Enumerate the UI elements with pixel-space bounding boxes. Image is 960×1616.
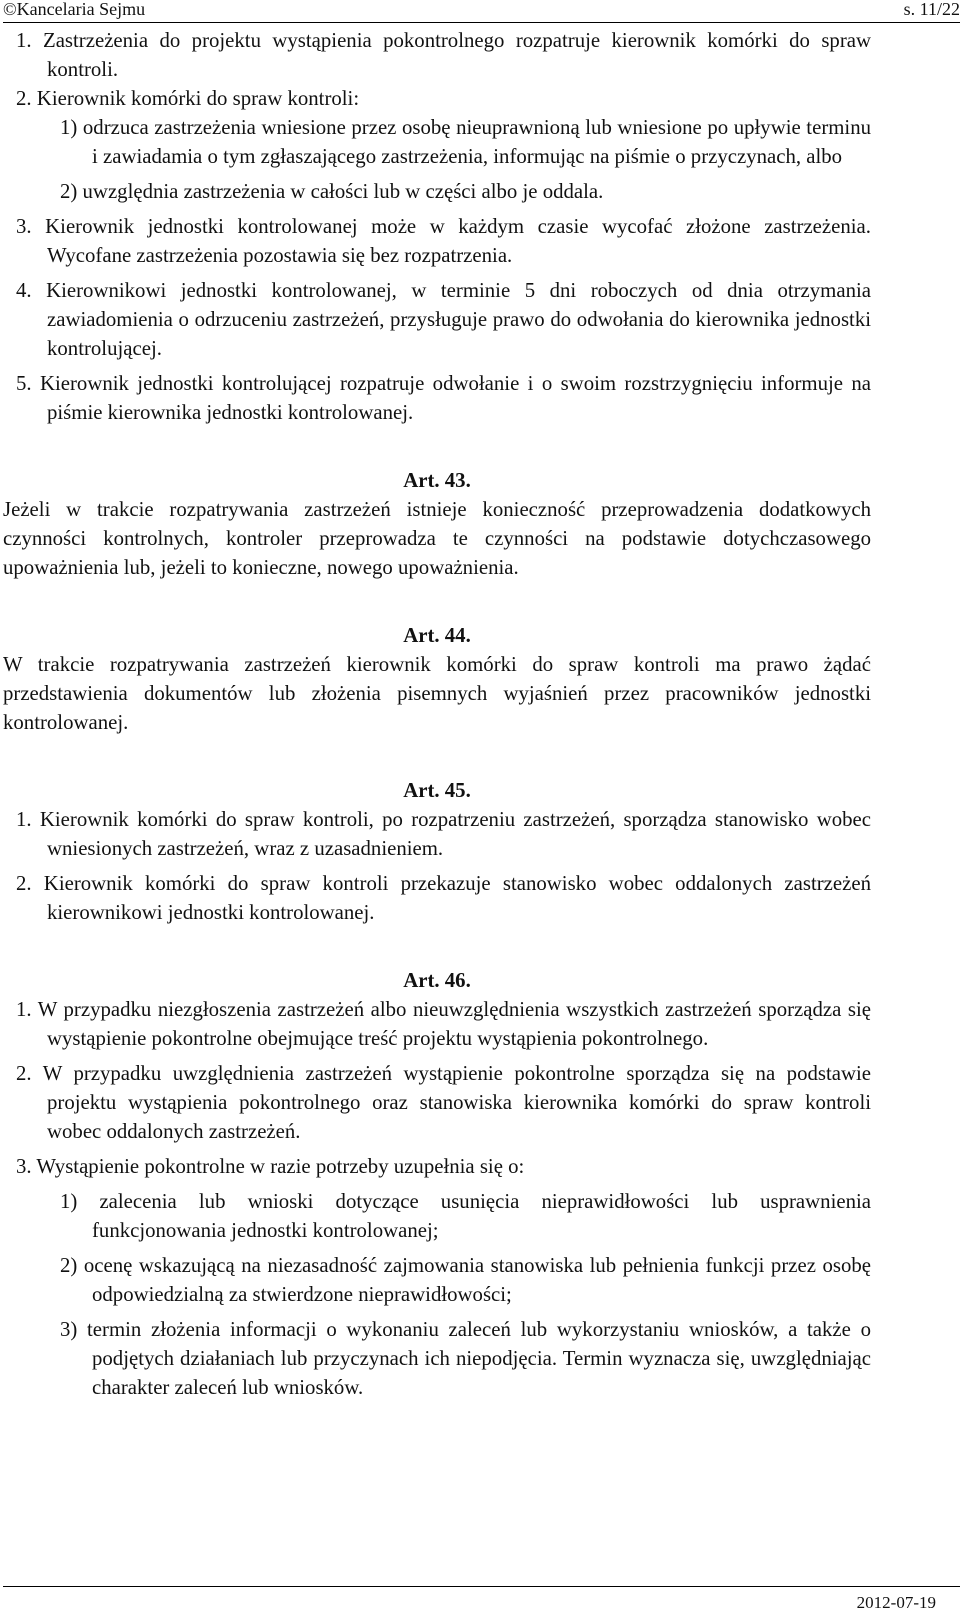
document-body [3,26,871,1402]
article-45-paragraph-1: 1. Kierownik komórki do spraw kontroli, po rozpatrzeniu zastrzeżeń, sporządza stanowisko wobec wniesionych zastrzeżeń, wraz z uzasadnieniem. [16,808,871,860]
article-43-text: Jeżeli w trakcie rozpatrywania zastrzeżeń istnieje konieczność przeprowadzenia dodatkowych czynności kontrolnych, kontroler przeprowadza te czynności na podstawie dotychczasowego upoważnienia lub, jeżeli to konieczne, nowego upoważnienia. [3,498,871,579]
article-44-text: W trakcie rozpatrywania zastrzeżeń kierownik komórki do spraw kontroli ma prawo żądać przedstawienia dokumentów lub złożenia pisemnych wyjaśnień przez pracowników jednostki kontrolowanej. [3,653,871,734]
paragraph-5: 5. Kierownik jednostki kontrolującej rozpatruje odwołanie i o swoim rozstrzygnięciu informuje na piśmie kierownika jednostki kontrolowanej. [16,372,871,424]
spacer [3,927,871,966]
article-44-title: Art. 44. [403,624,471,647]
article-46-paragraph-3-point-1: 1) zalecenia lub wnioski dotyczące usunięcia nieprawidłowości lub usprawnienia funkcjonowania jednostki kontrolowanej; [60,1190,871,1242]
paragraph-3: 3. Kierownik jednostki kontrolowanej może w każdym czasie wycofać złożone zastrzeżenia. Wycofane zastrzeżenia pozostawia się bez rozpatrzenia. [16,215,871,267]
paragraph-4: 4. Kierownikowi jednostki kontrolowanej, w terminie 5 dni roboczych od dnia otrzymania zawiadomienia o odrzuceniu zastrzeżeń, przysługuje prawo do odwołania do kierownika jednostki kontrolującej. [16,279,871,360]
paragraph-2-point-1: 1) odrzuca zastrzeżenia wniesione przez osobę nieuprawnioną lub wniesione po upływie terminu i zawiadamia o tym zgłaszającego zastrzeżenia, informując na piśmie o przyczynach, albo [60,116,871,168]
article-45-paragraph-2: 2. Kierownik komórki do spraw kontroli przekazuje stanowisko wobec oddalonych zastrzeżeń kierownikowi jednostki kontrolowanej. [16,872,871,924]
header-page-number: s. 11/22 [903,0,960,19]
article-46-paragraph-2: 2. W przypadku uwzględnienia zastrzeżeń wystąpienie pokontrolne sporządza się na podstawie projektu wystąpienia pokontrolnego oraz stanowiska kierownika komórki do spraw kontroli wobec oddalonych zastrzeżeń. [16,1062,871,1143]
header-source: ©Kancelaria Sejmu [3,0,146,19]
page-footer [3,1586,960,1616]
spacer [3,582,871,621]
article-46-paragraph-3-point-2: 2) ocenę wskazującą na niezasadność zajmowania stanowiska lub pełnienia funkcji przez osobę odpowiedzialną za stwierdzone nieprawidłowości; [60,1254,871,1306]
header-rule [3,22,960,23]
article-46-paragraph-3-point-3: 3) termin złożenia informacji o wykonaniu zaleceń lub wykorzystaniu wniosków, a także o podjętych działaniach lub przyczynach ich niepodjęcia. Termin wyznacza się, uwzględniając charakter zaleceń lub wniosków. [60,1318,871,1399]
footer-rule [3,1586,960,1587]
paragraph-2: 2. Kierownik komórki do spraw kontroli: [16,87,360,110]
article-46-paragraph-1: 1. W przypadku niezgłoszenia zastrzeżeń albo nieuwzględnienia wszystkich zastrzeżeń sporządza się wystąpienie pokontrolne obejmujące treść projektu wystąpienia pokontrolnego. [16,998,871,1050]
article-45-title: Art. 45. [403,779,471,802]
article-43-title: Art. 43. [403,469,471,492]
spacer [3,427,871,466]
page-header [3,0,960,26]
footer-date: 2012-07-19 [856,1593,936,1612]
paragraph-2-point-2: 2) uwzględnia zastrzeżenia w całości lub w części albo je oddala. [60,180,604,203]
article-46-title: Art. 46. [403,969,471,992]
spacer [3,737,871,776]
article-46-paragraph-3: 3. Wystąpienie pokontrolne w razie potrzeby uzupełnia się o: [16,1155,525,1178]
paragraph-1: 1. Zastrzeżenia do projektu wystąpienia pokontrolnego rozpatruje kierownik komórki do spraw kontroli. [16,29,871,81]
